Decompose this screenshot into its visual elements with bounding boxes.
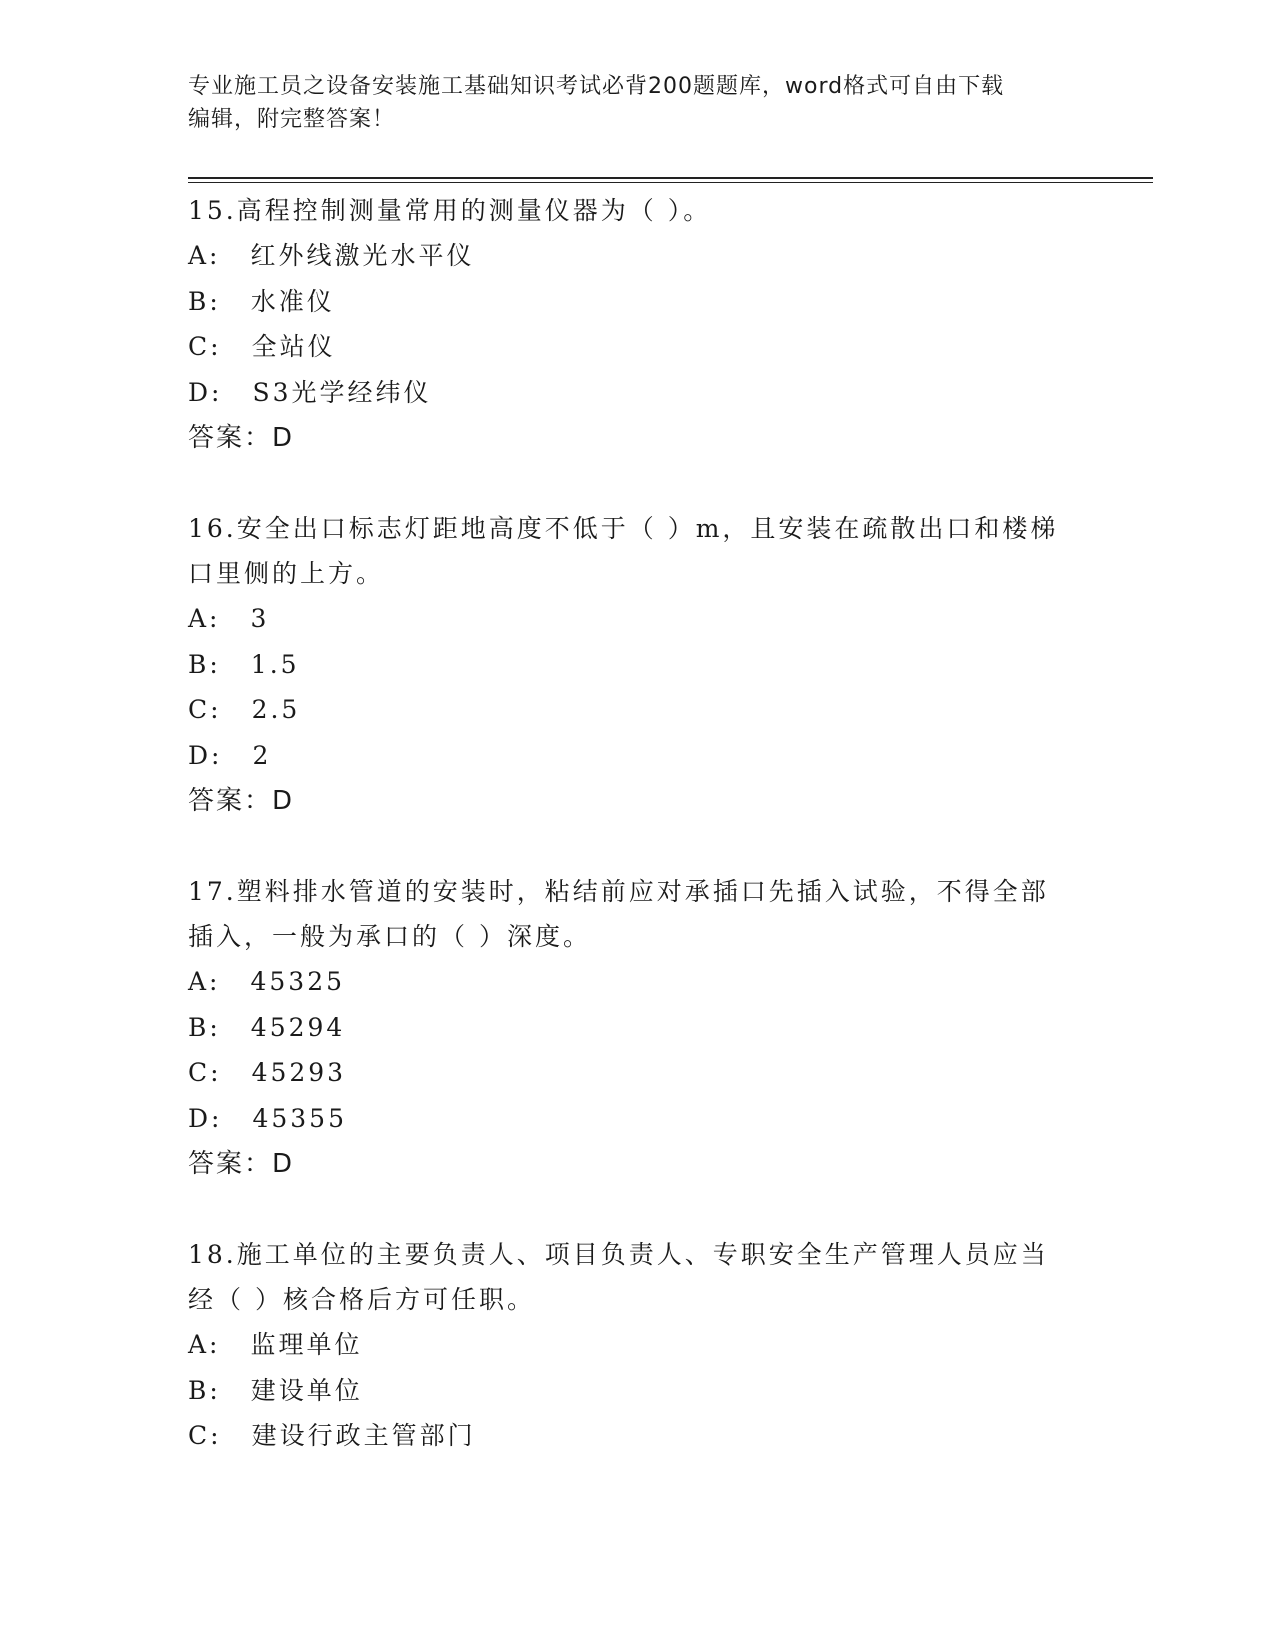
- answer-line: 答案：D: [188, 1149, 295, 1179]
- header-divider-thick: [188, 177, 1153, 179]
- answer-line: 答案：D: [188, 423, 295, 453]
- option-letter: B:: [188, 1375, 221, 1405]
- question-text-continued: 口里侧的上方。: [188, 559, 385, 588]
- option-letter: A:: [188, 1330, 221, 1359]
- option-d: [188, 370, 1088, 416]
- option-c: [188, 324, 1088, 370]
- question-15: [188, 188, 1088, 461]
- option-letter: A:: [188, 967, 221, 996]
- question-18: [188, 1232, 1088, 1459]
- option-text: 建设行政主管部门: [251, 1421, 476, 1450]
- option-b: [188, 279, 1088, 325]
- question-text: 16.安全出口标志灯距地高度不低于（ ）m，且安装在疏散出口和楼梯: [188, 514, 1059, 543]
- option-a: [188, 1322, 1088, 1368]
- option-text: 2: [252, 740, 272, 770]
- question-text-continued: 经（ ）核合格后方可任职。: [188, 1285, 535, 1314]
- question-text: 17.塑料排水管道的安装时，粘结前应对承插口先插入试验，不得全部: [188, 877, 1049, 906]
- option-a: [188, 233, 1088, 279]
- option-text: 全站仪: [251, 332, 336, 361]
- option-text: 45325: [250, 967, 346, 996]
- option-text: 建设单位: [250, 1375, 363, 1405]
- header-line-1: 专业施工员之设备安装施工基础知识考试必背200题题库，word格式可自由下载: [188, 74, 1005, 99]
- question-text-continued: 插入，一般为承口的（ ）深度。: [188, 922, 591, 951]
- option-a: [188, 596, 1088, 642]
- option-letter: C:: [188, 332, 222, 361]
- option-letter: C:: [188, 695, 222, 724]
- option-c: [188, 1050, 1088, 1096]
- option-letter: A:: [188, 604, 221, 633]
- question-text: 18.施工单位的主要负责人、项目负责人、专职安全生产管理人员应当: [188, 1240, 1049, 1269]
- option-a: [188, 959, 1088, 1005]
- question-17: [188, 869, 1088, 1187]
- option-b: [188, 1368, 1088, 1414]
- option-d: [188, 733, 1088, 779]
- option-letter: C:: [188, 1421, 222, 1450]
- option-letter: A:: [188, 241, 221, 270]
- option-text: S3光学经纬仪: [252, 377, 432, 407]
- option-text: 监理单位: [250, 1330, 363, 1359]
- option-letter: C:: [188, 1058, 222, 1087]
- option-b: [188, 1005, 1088, 1051]
- option-letter: D:: [188, 740, 223, 770]
- option-letter: B:: [188, 649, 221, 679]
- option-text: 1.5: [250, 649, 300, 679]
- header-divider-thin: [188, 182, 1153, 183]
- header-line-2: 编辑，附完整答案！: [188, 107, 396, 132]
- option-letter: D:: [188, 1103, 223, 1133]
- option-b: [188, 642, 1088, 688]
- option-c: [188, 687, 1088, 733]
- answer-line: 答案：D: [188, 786, 295, 816]
- option-text: 3: [250, 604, 270, 633]
- document-header: [188, 70, 1068, 136]
- question-text: 15.高程控制测量常用的测量仪器为（ ）。: [188, 196, 712, 225]
- option-c: [188, 1413, 1088, 1459]
- option-text: 水准仪: [250, 286, 335, 316]
- option-text: 45293: [251, 1058, 347, 1087]
- option-text: 2.5: [251, 695, 301, 724]
- option-text: 45355: [252, 1103, 347, 1133]
- option-letter: B:: [188, 286, 221, 316]
- option-letter: B:: [188, 1012, 221, 1042]
- question-list: [188, 188, 1088, 1459]
- option-d: [188, 1096, 1088, 1142]
- option-text: 红外线激光水平仪: [250, 241, 475, 270]
- question-16: [188, 506, 1088, 824]
- option-text: 45294: [250, 1012, 346, 1042]
- option-letter: D:: [188, 377, 223, 407]
